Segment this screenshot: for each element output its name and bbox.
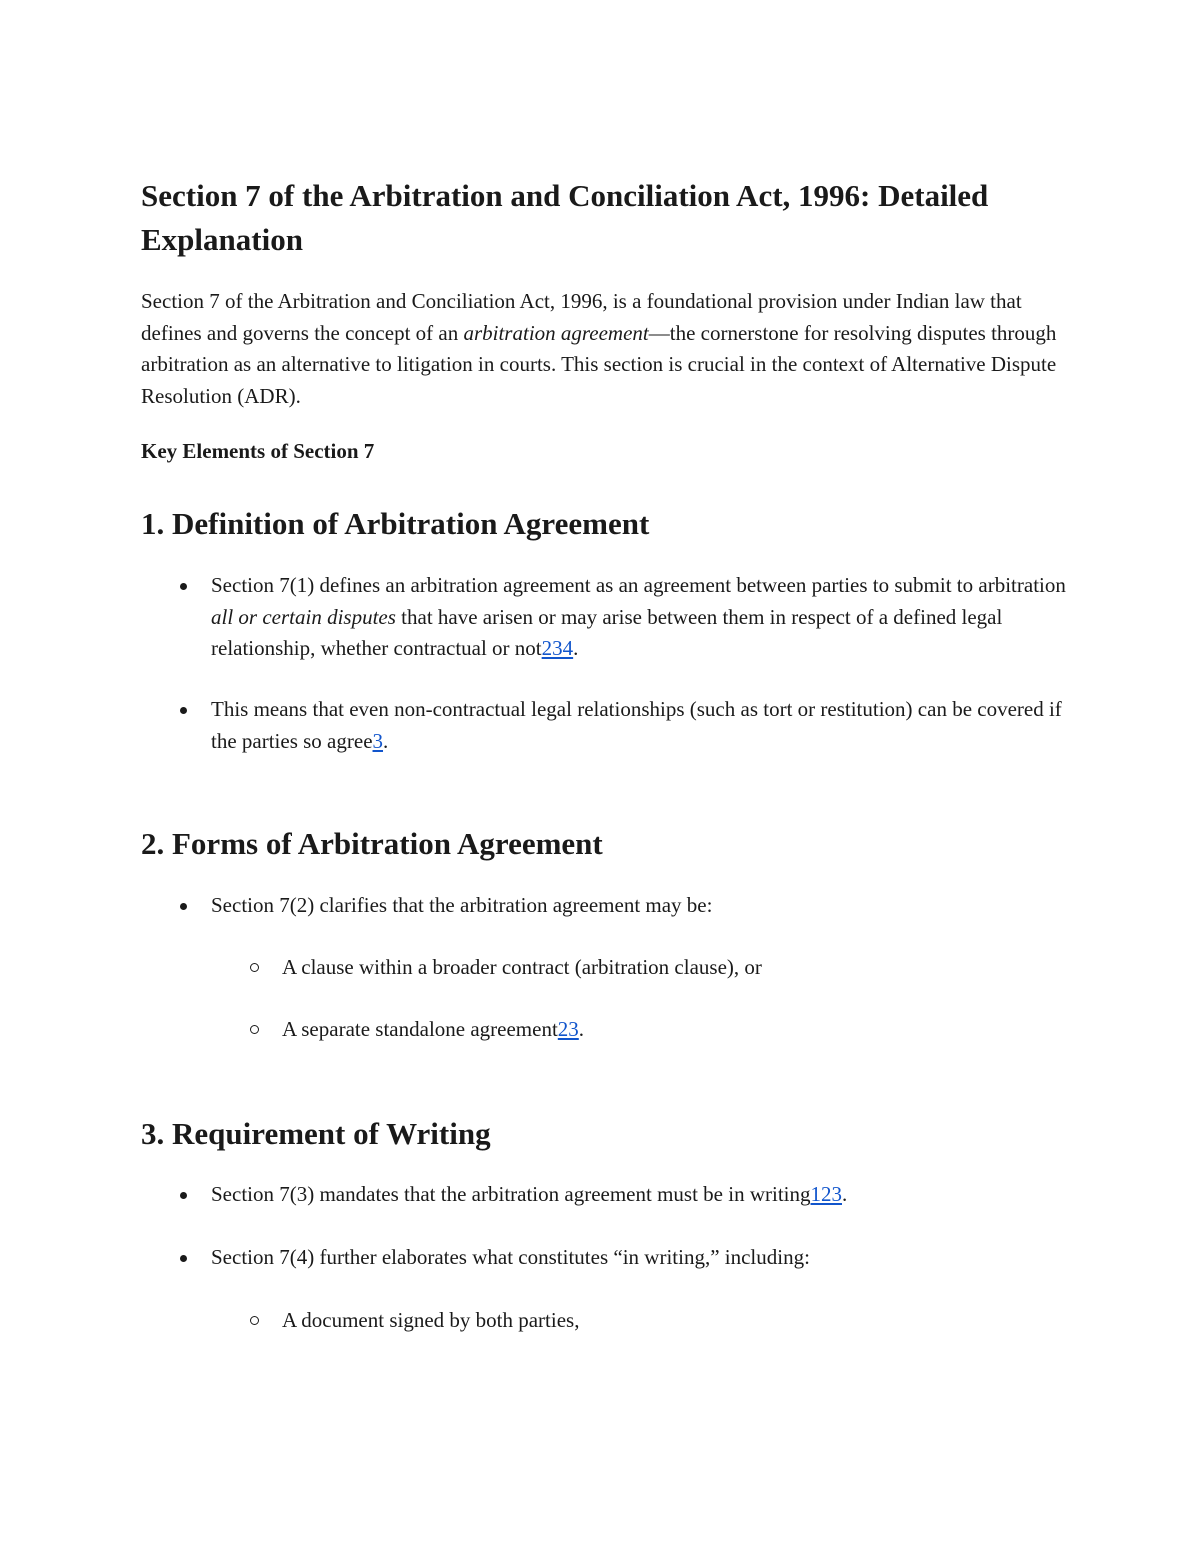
reference-link[interactable]: 23 bbox=[557, 1017, 579, 1041]
bullet-dot-icon bbox=[180, 707, 187, 714]
sub-bullet-circle-icon bbox=[250, 1316, 259, 1325]
intro-text-1: Section 7 of the Arbitration and Conciliation Act, 1996, is a foundational provision under Indian law that defines and governs the concept of an bbox=[141, 289, 1022, 345]
subitem-text: A document signed by both parties, bbox=[282, 1308, 580, 1332]
bullet-text: Section 7(3) mandates that the arbitration agreement must be in writing bbox=[211, 1182, 811, 1206]
intro-paragraph bbox=[141, 286, 1066, 412]
sub-bullet-circle-icon bbox=[250, 963, 259, 972]
bullet-text: This means that even non-contractual legal relationships (such as tort or restitution) can be covered if the parties so agree bbox=[211, 697, 1062, 753]
section-1-heading: 1. Definition of Arbitration Agreement bbox=[141, 506, 650, 541]
section-1-bullet-1 bbox=[211, 570, 1071, 665]
bullet-emphasis: all or certain disputes bbox=[211, 604, 396, 629]
section-2-subitem-2 bbox=[282, 1014, 1062, 1046]
bullet-text-1: Section 7(1) defines an arbitration agreement as an agreement between parties to submit to arbitration bbox=[211, 573, 1066, 597]
section-2-bullet-1 bbox=[211, 890, 1071, 922]
reference-link[interactable]: 234 bbox=[541, 636, 574, 660]
bullet-dot-icon bbox=[180, 1192, 187, 1199]
key-elements-heading: Key Elements of Section 7 bbox=[141, 439, 375, 463]
bullet-dot-icon bbox=[180, 1255, 187, 1262]
section-3-subitem-1 bbox=[282, 1305, 1062, 1337]
bullet-end: . bbox=[842, 1182, 848, 1206]
reference-link[interactable]: 123 bbox=[810, 1182, 842, 1206]
sub-bullet-circle-icon bbox=[250, 1025, 259, 1034]
document-title: Section 7 of the Arbitration and Conciliation Act, 1996: Detailed Explanation bbox=[141, 178, 989, 257]
intro-text-2: —the cornerstone for resolving disputes through arbitration as an alternative to litigation in courts. This section is crucial in the context of Alternative Dispute Resolution (ADR). bbox=[141, 320, 1057, 408]
bullet-end: . bbox=[573, 636, 579, 660]
section-3-bullet-1 bbox=[211, 1179, 1071, 1211]
intro-emphasis: arbitration agreement bbox=[463, 320, 649, 345]
subitem-end: . bbox=[578, 1017, 585, 1041]
bullet-text: Section 7(4) further elaborates what constitutes “in writing,” including: bbox=[211, 1245, 810, 1269]
section-2-heading: 2. Forms of Arbitration Agreement bbox=[141, 826, 603, 861]
bullet-text-2: that have arisen or may arise between them in respect of a defined legal relationship, whether contractual or not bbox=[211, 604, 1003, 660]
bullet-dot-icon bbox=[180, 583, 187, 590]
bullet-dot-icon bbox=[180, 903, 187, 910]
section-3-heading: 3. Requirement of Writing bbox=[141, 1116, 491, 1151]
bullet-end: . bbox=[383, 728, 389, 753]
section-1-bullet-2 bbox=[211, 694, 1071, 757]
section-2-subitem-1 bbox=[282, 952, 1062, 984]
subitem-text: A separate standalone agreement bbox=[282, 1017, 558, 1041]
reference-link[interactable]: 3 bbox=[372, 728, 384, 753]
section-3-bullet-2 bbox=[211, 1242, 1071, 1274]
bullet-text: Section 7(2) clarifies that the arbitration agreement may be: bbox=[211, 893, 713, 917]
subitem-text: A clause within a broader contract (arbitration clause), or bbox=[282, 955, 762, 979]
